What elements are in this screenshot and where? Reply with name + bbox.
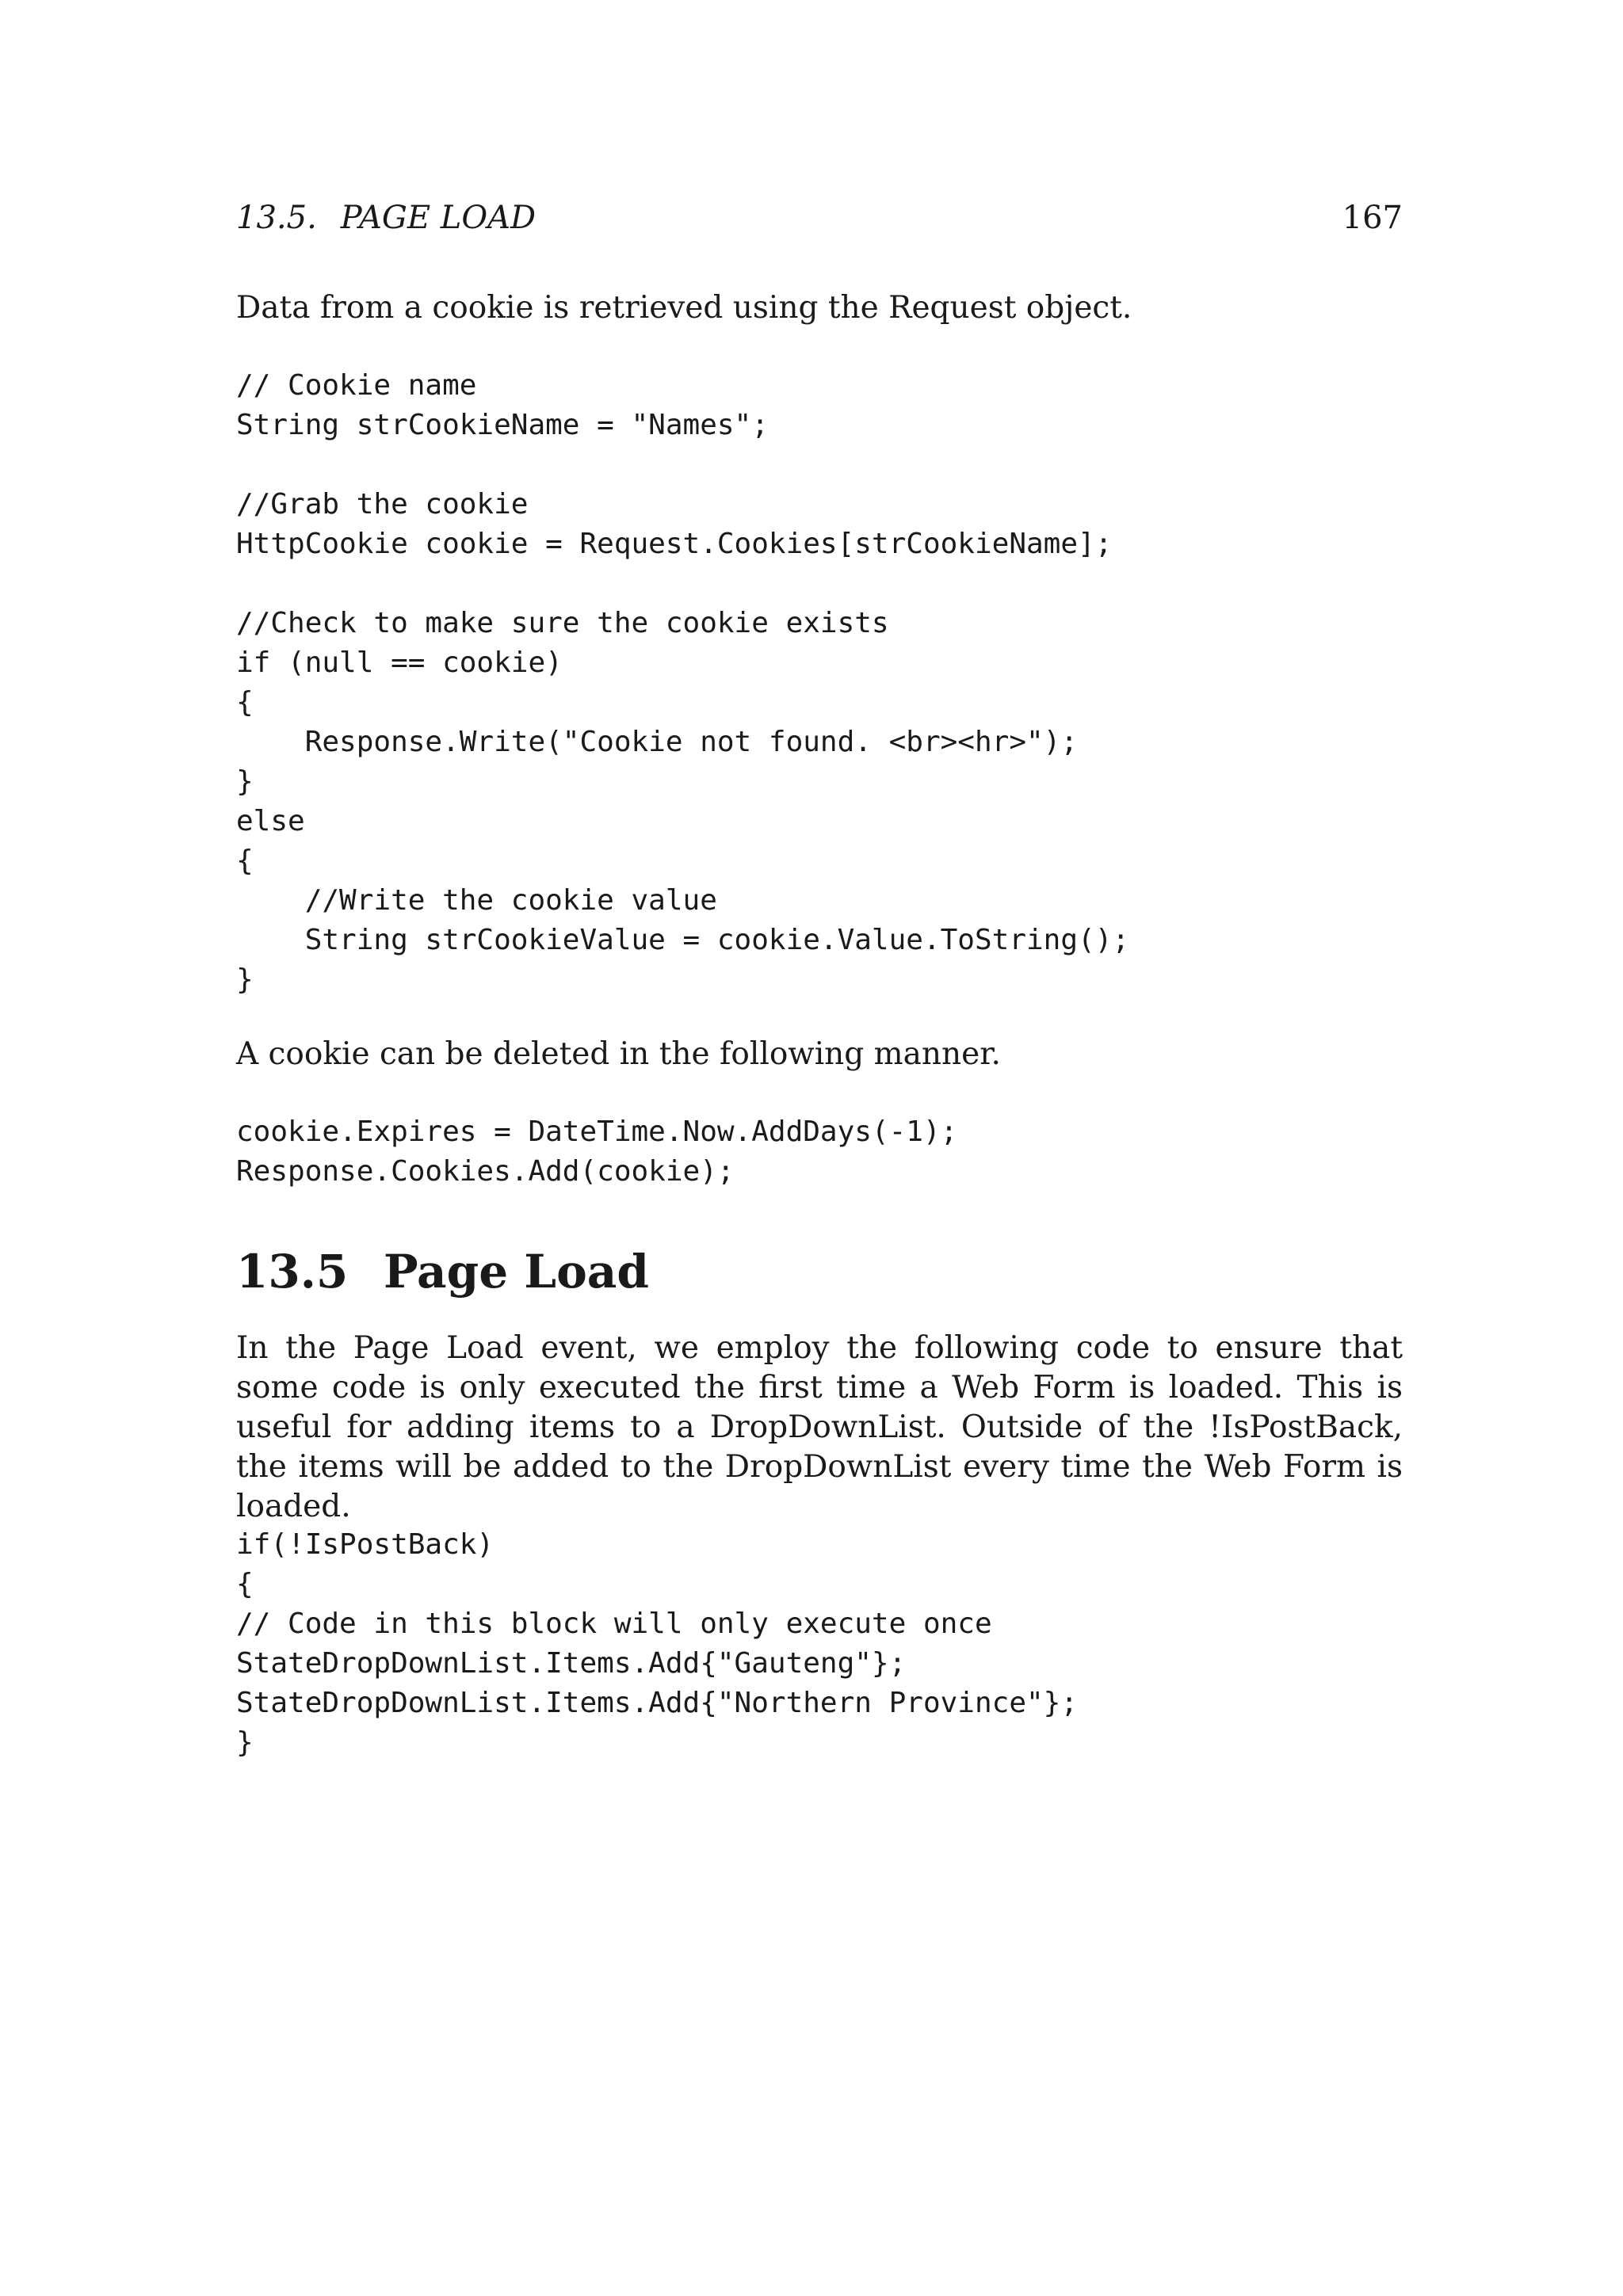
delete-cookie-paragraph: A cookie can be deleted in the following manner. — [236, 1036, 1001, 1072]
code-block-cookie-delete: cookie.Expires = DateTime.Now.AddDays(-1); Response.Cookies.Add(cookie); — [236, 1116, 958, 1188]
section-heading-title: Page Load — [384, 1245, 649, 1299]
section-heading-number: 13.5 — [236, 1245, 349, 1299]
code-block-cookie-retrieve: // Cookie name String strCookieName = "Names"; //Grab the cookie HttpCookie cookie = Request.Cookies[strCookieName]; //Check to make sure the cookie exists if (null == cookie) { Response.Write("Cookie not found. <br><hr>"); } else { //Write the cookie value String strCookieValue = cookie.Value.ToString(); } — [236, 369, 1130, 996]
page-load-paragraph: In the Page Load event, we employ the following code to ensure that some code is only executed the first time a Web Form is loaded. This is useful for adding items to a DropDownList. Outside of the !IsPostBack, the items will be added to the DropDownList every time the Web Form is loaded. — [236, 1330, 1403, 1524]
section-heading — [236, 1244, 649, 1299]
header-section — [236, 200, 536, 236]
code-block-page-load: if(!IsPostBack) { // Code in this block will only execute once StateDropDownList.Items.Add{"Gauteng"}; StateDropDownList.Items.Add{"Northern Province"}; } — [236, 1528, 1079, 1759]
header-section-title: PAGE LOAD — [340, 200, 537, 236]
header-section-number: 13.5. — [236, 200, 317, 236]
page-number: 167 — [1342, 200, 1403, 236]
running-header — [236, 200, 1403, 244]
intro-paragraph: Data from a cookie is retrieved using the Request object. — [236, 290, 1132, 326]
